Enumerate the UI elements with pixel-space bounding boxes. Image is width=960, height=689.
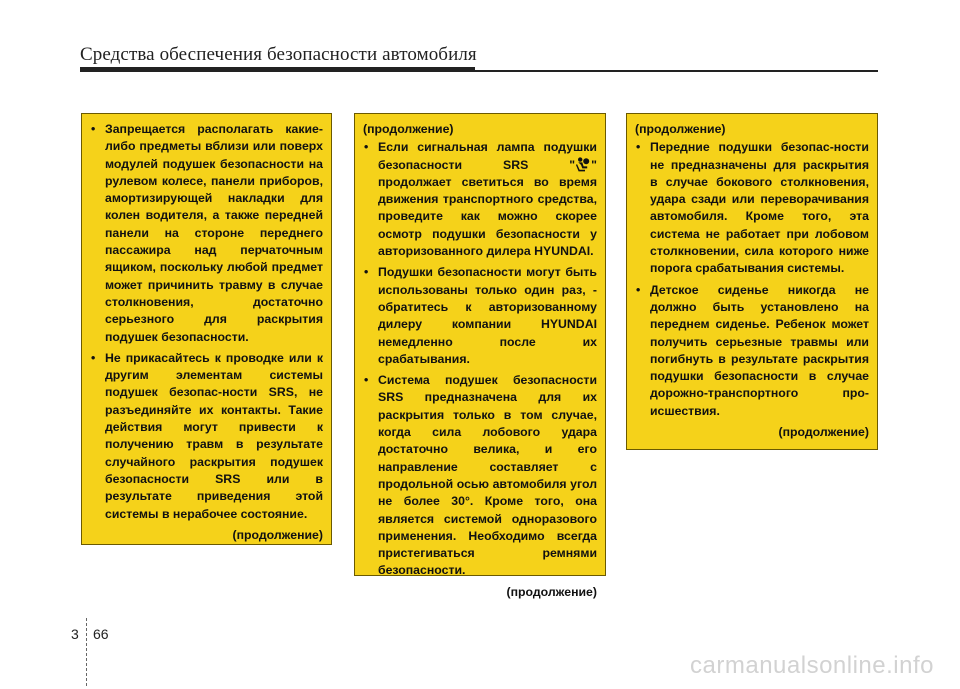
- warning-text: " продолжает светиться во время движения транспортного средства, проведите как можно скорее осмотр подушки безопасности у авторизованного дилера HYUNDAI.: [378, 157, 597, 259]
- bullet: •: [364, 373, 369, 388]
- continued-footer: (продолжение): [506, 584, 597, 599]
- bullet: •: [91, 350, 96, 365]
- bullet: •: [364, 140, 369, 155]
- warning-item: [363, 372, 597, 580]
- page-number: 66: [93, 626, 109, 642]
- warning-item: [363, 264, 597, 368]
- warning-text: Если сигнальная лампа подушки безопасности SRS ": [378, 140, 597, 172]
- warning-text: Передние подушки безопас-ности не предназначены для раскрытия в случае бокового столкновения, удара сзади или переворачивания автомобиля. Кроме того, эта система не работает при лобовом столкновении, сила которого ниже порога срабатывания системы.: [650, 140, 869, 276]
- bullet: •: [636, 282, 641, 297]
- warning-item: [635, 139, 869, 277]
- continued-footer: (продолжение): [232, 527, 323, 542]
- warning-text: Не прикасайтесь к проводке или к другим элементам системы подушек безопас-ности SRS, не разъединяйте их контакты. Такие действия могут привести к получению травм в результате случайного раскрытия подушек безопасности SRS или в результате приведения этой системы в нерабочее состояние.: [105, 350, 323, 521]
- warning-text: Система подушек безопасности SRS предназначена для их раскрытия только в том случае, когда сила лобового удара достаточно велика, и его направление составляет с продольной осью автомобиля угол не более 30°. Кроме того, она является системой одноразового применения. Необходимо всегда пристегиваться ремнями безопасности.: [378, 373, 597, 578]
- continued-header: (продолжение): [635, 122, 726, 136]
- header-rule: [80, 70, 878, 72]
- warning-item: [363, 139, 597, 260]
- section-number: 3: [71, 626, 79, 642]
- warning-item: [635, 282, 869, 420]
- warning-text: Подушки безопасности могут быть использованы только один раз, - обратитесь к авторизованному дилеру компании HYUNDAI немедленно после их срабатывания.: [378, 265, 597, 366]
- warning-text: Детское сиденье никогда не должно быть установлено на переднем сиденье. Ребенок может получить серьезные травмы или погибнуть в результате раскрытия подушки безопасности в случае дорожно-транспортного про-исшествия.: [650, 282, 869, 418]
- bullet: •: [636, 140, 641, 155]
- page-header-title: Средства обеспечения безопасности автомобиля: [80, 44, 477, 65]
- continued-footer: (продолжение): [778, 425, 869, 440]
- warning-panel-middle: [354, 113, 606, 599]
- warning-text: Запрещается располагать какие-либо предметы вблизи или поверх модулей подушек безопасности на рулевом колесе, панели приборов, амортизирующей накладки для колен водителя, а также передней панели на стороне переднего пассажира над перчаточным ящиком, поскольку любой предмет может причинить травму в случае столкновения, достаточно серьезного для раскрытия подушек безопасности.: [105, 122, 323, 344]
- warning-panel-right: [626, 113, 878, 450]
- bullet: •: [91, 122, 96, 136]
- page-number-divider: [86, 618, 88, 686]
- airbag-warning-icon: [576, 157, 590, 172]
- bullet: •: [364, 265, 369, 280]
- warning-panel-left: [81, 113, 332, 545]
- continued-header: (продолжение): [363, 122, 454, 136]
- warning-item: [90, 121, 323, 346]
- watermark: carmanualsonline.info: [690, 652, 934, 679]
- warning-item: [90, 350, 323, 523]
